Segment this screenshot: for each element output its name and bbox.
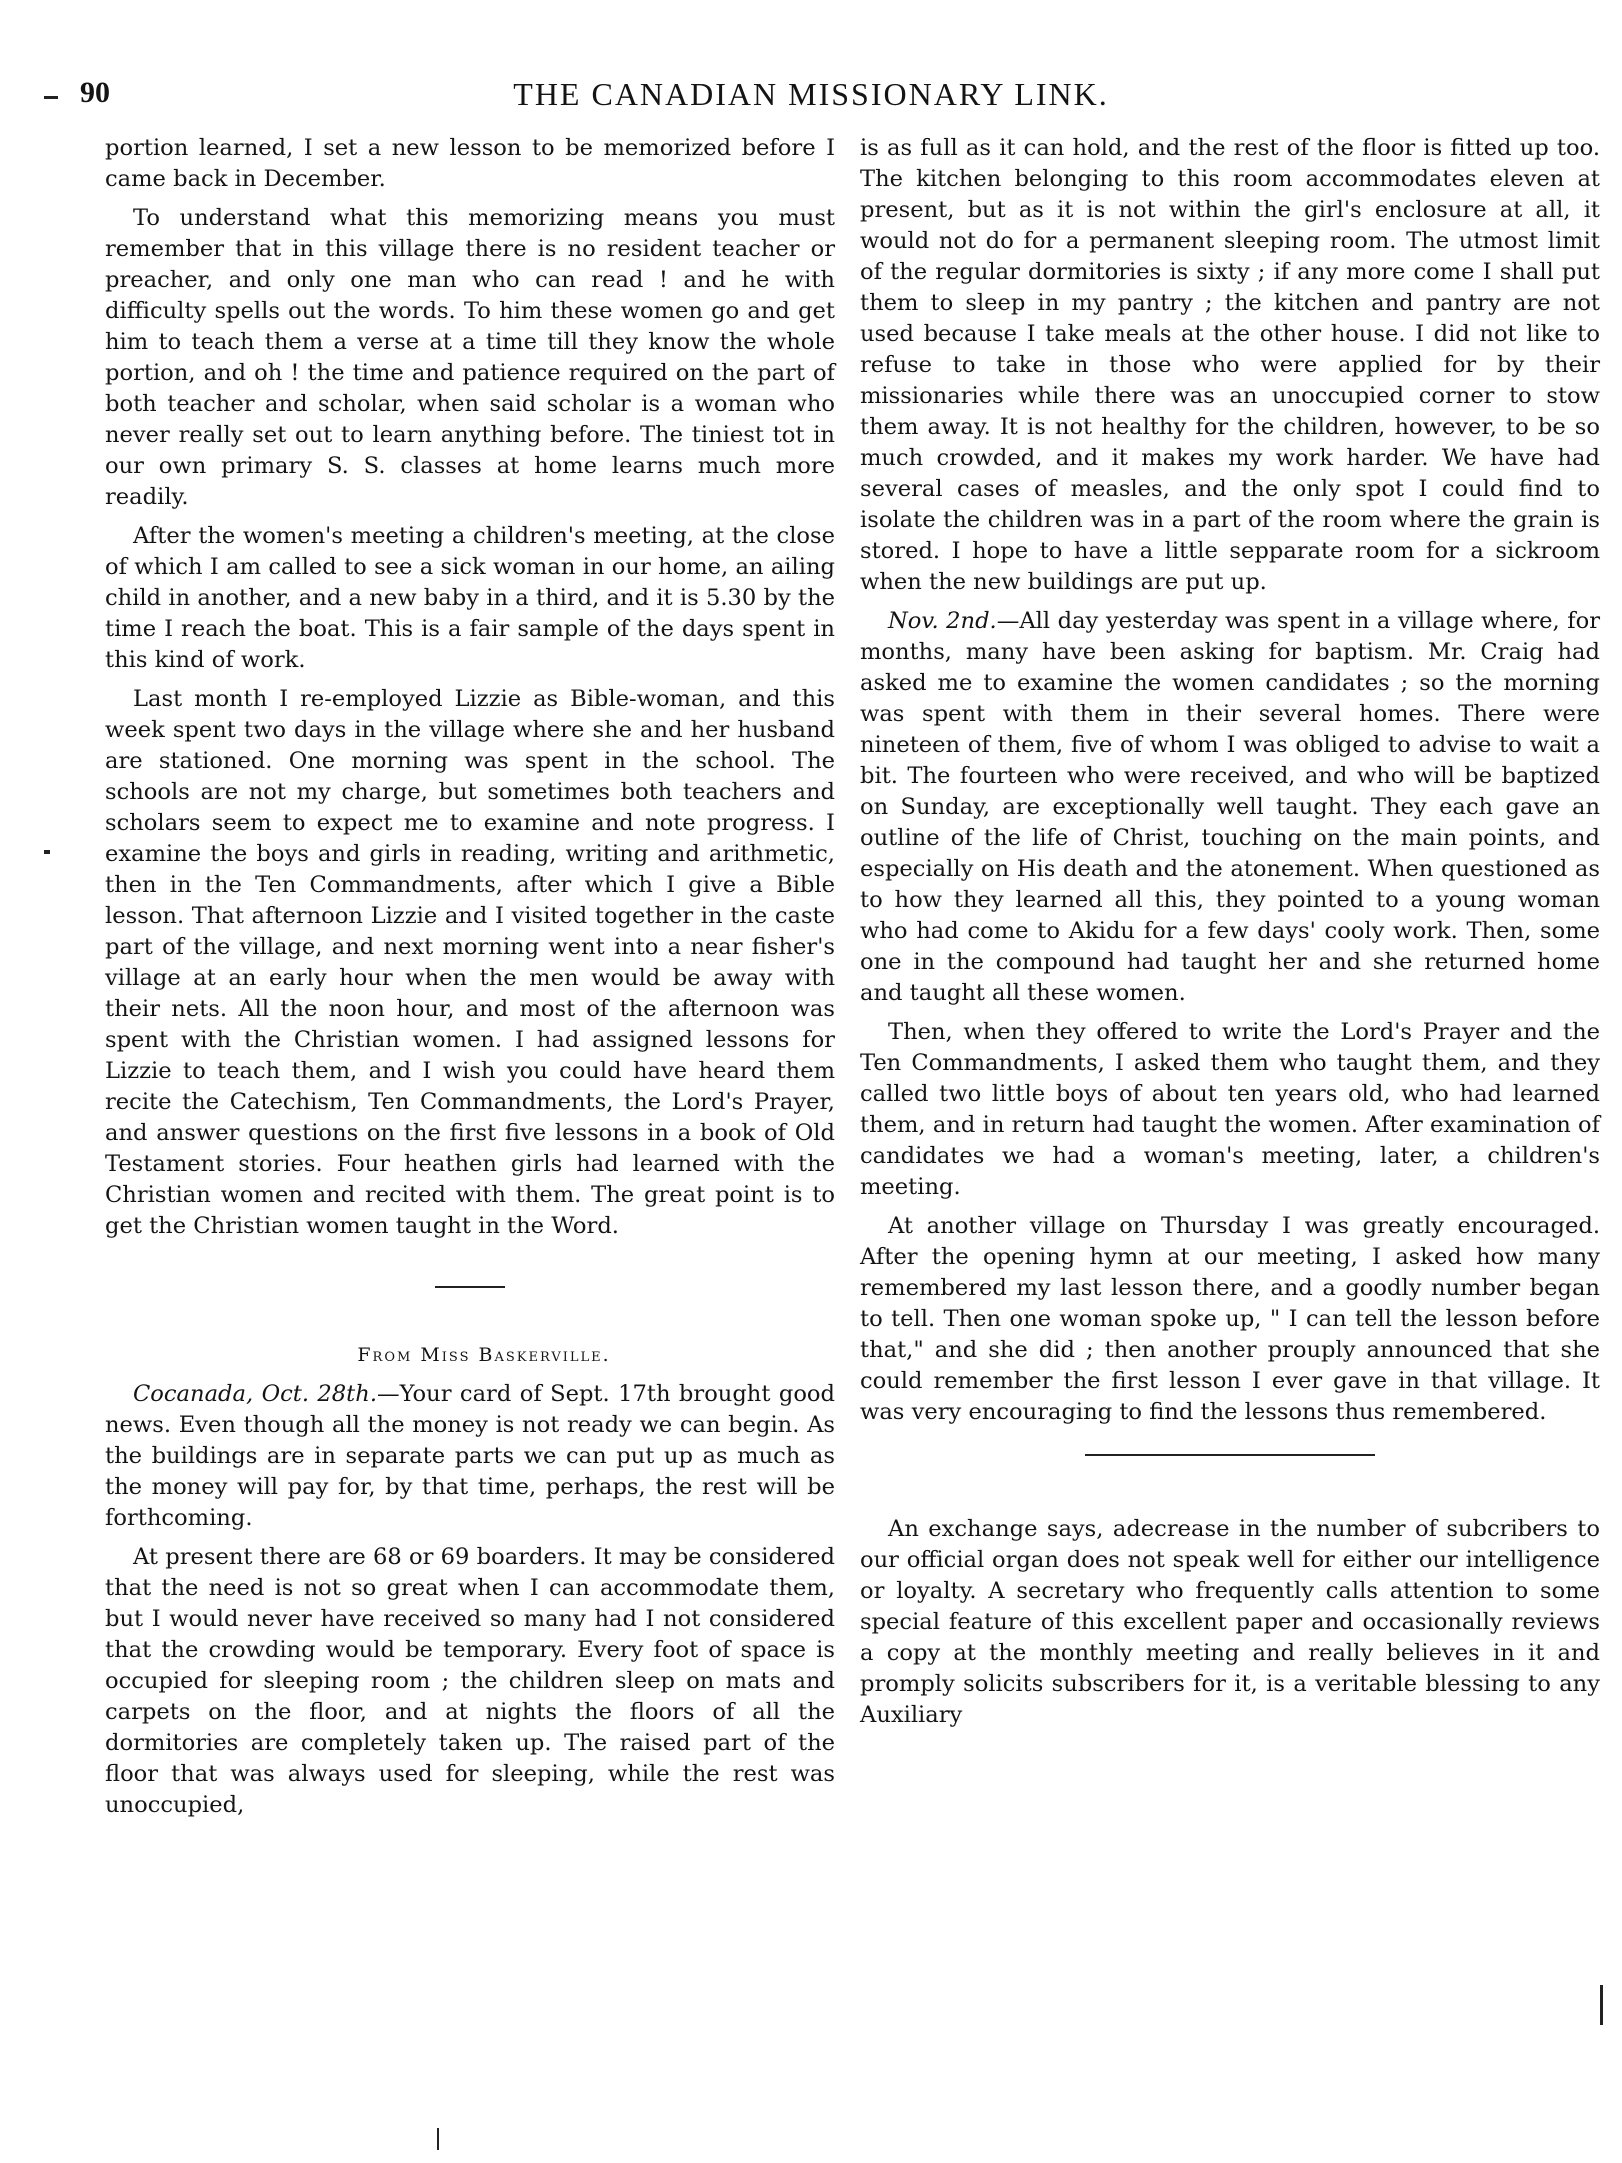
dated-text: —All day yesterday was spent in a village where, for months, many have been asking for baptism. Mr. Craig had asked me to examine the women candidates ; so the morning was spent with them in their several homes. There were nineteen of them, five of whom I was obliged to advise to wait a bit. The fourteen who were received, and who will be baptized on Sunday, are exceptionally well taught. They each gave an outline of the life of Christ, touching on the main points, and especially on His death and the atonement. When questioned as to how they learned all this, they pointed to a young woman who had come to Akidu for a few days' cooly work. Then, some one in the compound had taught her and she returned home and taught all these women. xyxy=(860,608,1600,1006)
paragraph: At another village on Thursday I was greatly encouraged. After the opening hymn at our meeting, I asked how many remembered my last lesson there, and a goodly number began to tell. Then one woman spoke up, " I can tell the lesson before that," and she did ; then another prouply announced that she could remember the first lesson I ever gave in that village. It was very encouraging to find the lessons thus remembered. xyxy=(860,1213,1600,1425)
closing-paragraph: An exchange says, adecrease in the number of subcribers to our official organ does not speak well for either our intelligence or loyalty. A secretary who frequently calls attention to some special feature of this excellent paper and occasionally reviews a copy at the monthly meeting and really believes in it and promply solicits subscribers for it, is a veritable blessing to any Auxiliary xyxy=(860,1516,1600,1728)
section-divider xyxy=(435,1286,505,1288)
section-heading: From Miss Baskerville. xyxy=(357,1344,611,1366)
paragraph: is as full as it can hold, and the rest of the floor is fitted up too. The kitchen belonging to this room accommodates eleven at present, but as it is not within the girl's enclosure at all, it would not do for a permanent sleeping room. The utmost limit of the regular dormitories is sixty ; if any more come I shall put them to sleep in my pantry ; the kitchen and pantry are not used because I take meals at the other house. I did not like to refuse to take in those who were applied for by their missionaries while there was an unoccupied corner to stow them away. It is not healthy for the children, however, to be so much crowded, and it makes my work harder. We have had several cases of measles, and the only spot I could find to isolate the children was in a part of the room where the grain is stored. I hope to have a little sepparate room for a sickroom when the new buildings are put up. xyxy=(860,135,1600,595)
paragraph: After the women's meeting a children's meeting, at the close of which I am called to see a sick woman in our home, an ailing child in another, and a new baby in a third, and it is 5.30 by the time I reach the boat. This is a fair sample of the days spent in this kind of work. xyxy=(105,523,835,673)
dateline: Nov. 2nd. xyxy=(888,608,997,634)
gutter-mark xyxy=(437,2128,439,2150)
paragraph: At present there are 68 or 69 boarders. It may be considered that the need is not so great when I can accommodate them, but I would never have received so many had I not considered that the crowding would be temporary. Every foot of space is occupied for sleeping room ; the children sleep on mats and carpets on the floor, and at nights the floors of all the dormitories are completely taken up. The raised part of the floor that was always used for sleeping, while the rest was unoccupied, xyxy=(105,1544,835,1818)
letter-text: —Your card of Sept. 17th brought good news. Even though all the money is not ready we can begin. As the buildings are in separate parts we can put up as much as the money will pay for, by that time, perhaps, the rest will be forthcoming. xyxy=(105,1381,835,1531)
paragraph: portion learned, I set a new lesson to be memorized before I came back in December. xyxy=(105,135,835,192)
paragraph: Last month I re-employed Lizzie as Bible-woman, and this week spent two days in the village where she and her husband are stationed. One morning was spent in the school. The schools are not my charge, but sometimes both teachers and scholars seem to expect me to examine and note progress. I examine the boys and girls in reading, writing and arithmetic, then in the Ten Commandments, after which I give a Bible lesson. That afternoon Lizzie and I visited together in the caste part of the village, and next morning went into a near fisher's village at an early hour when the men would be away with their nets. All the noon hour, and most of the afternoon was spent with the Christian women. I had assigned lessons for Lizzie to teach them, and I wish you could have heard them recite the Catechism, Ten Commandments, the Lord's Prayer, and answer questions on the first five lessons in a book of Old Testament stories. Four heathen girls had learned with the Christian women and recited with them. The great point is to get the Christian women taught in the Word. xyxy=(105,686,835,1239)
margin-rule xyxy=(1600,1985,1603,2025)
paragraph: Then, when they offered to write the Lord's Prayer and the Ten Commandments, I asked them who taught them, and they called two little boys of about ten years old, who had learned them, and in return had taught the women. After examination of candidates we had a woman's meeting, later, a children's meeting. xyxy=(860,1019,1600,1200)
right-column xyxy=(860,133,1600,1739)
masthead-title: THE CANADIAN MISSIONARY LINK. xyxy=(513,76,1109,112)
page-number: 90 xyxy=(80,76,110,109)
margin-dot xyxy=(44,850,50,854)
paragraph: To understand what this memorizing means you must remember that in this village there is no resident teacher or preacher, and only one man who can read ! and he with difficulty spells out the words. To him these women go and get him to teach them a verse at a time till they know the whole portion, and oh ! the time and patience required on the part of both teacher and scholar, when said scholar is a woman who never really set out to learn anything before. The tiniest tot in our own primary S. S. classes at home learns much more readily. xyxy=(105,205,835,510)
left-column xyxy=(105,133,835,1829)
letter-paragraph xyxy=(105,1379,835,1534)
section-divider xyxy=(1085,1454,1375,1456)
dateline: Cocanada, Oct. 28th. xyxy=(133,1381,377,1407)
page-header xyxy=(0,76,1622,116)
dated-paragraph xyxy=(860,606,1600,1009)
